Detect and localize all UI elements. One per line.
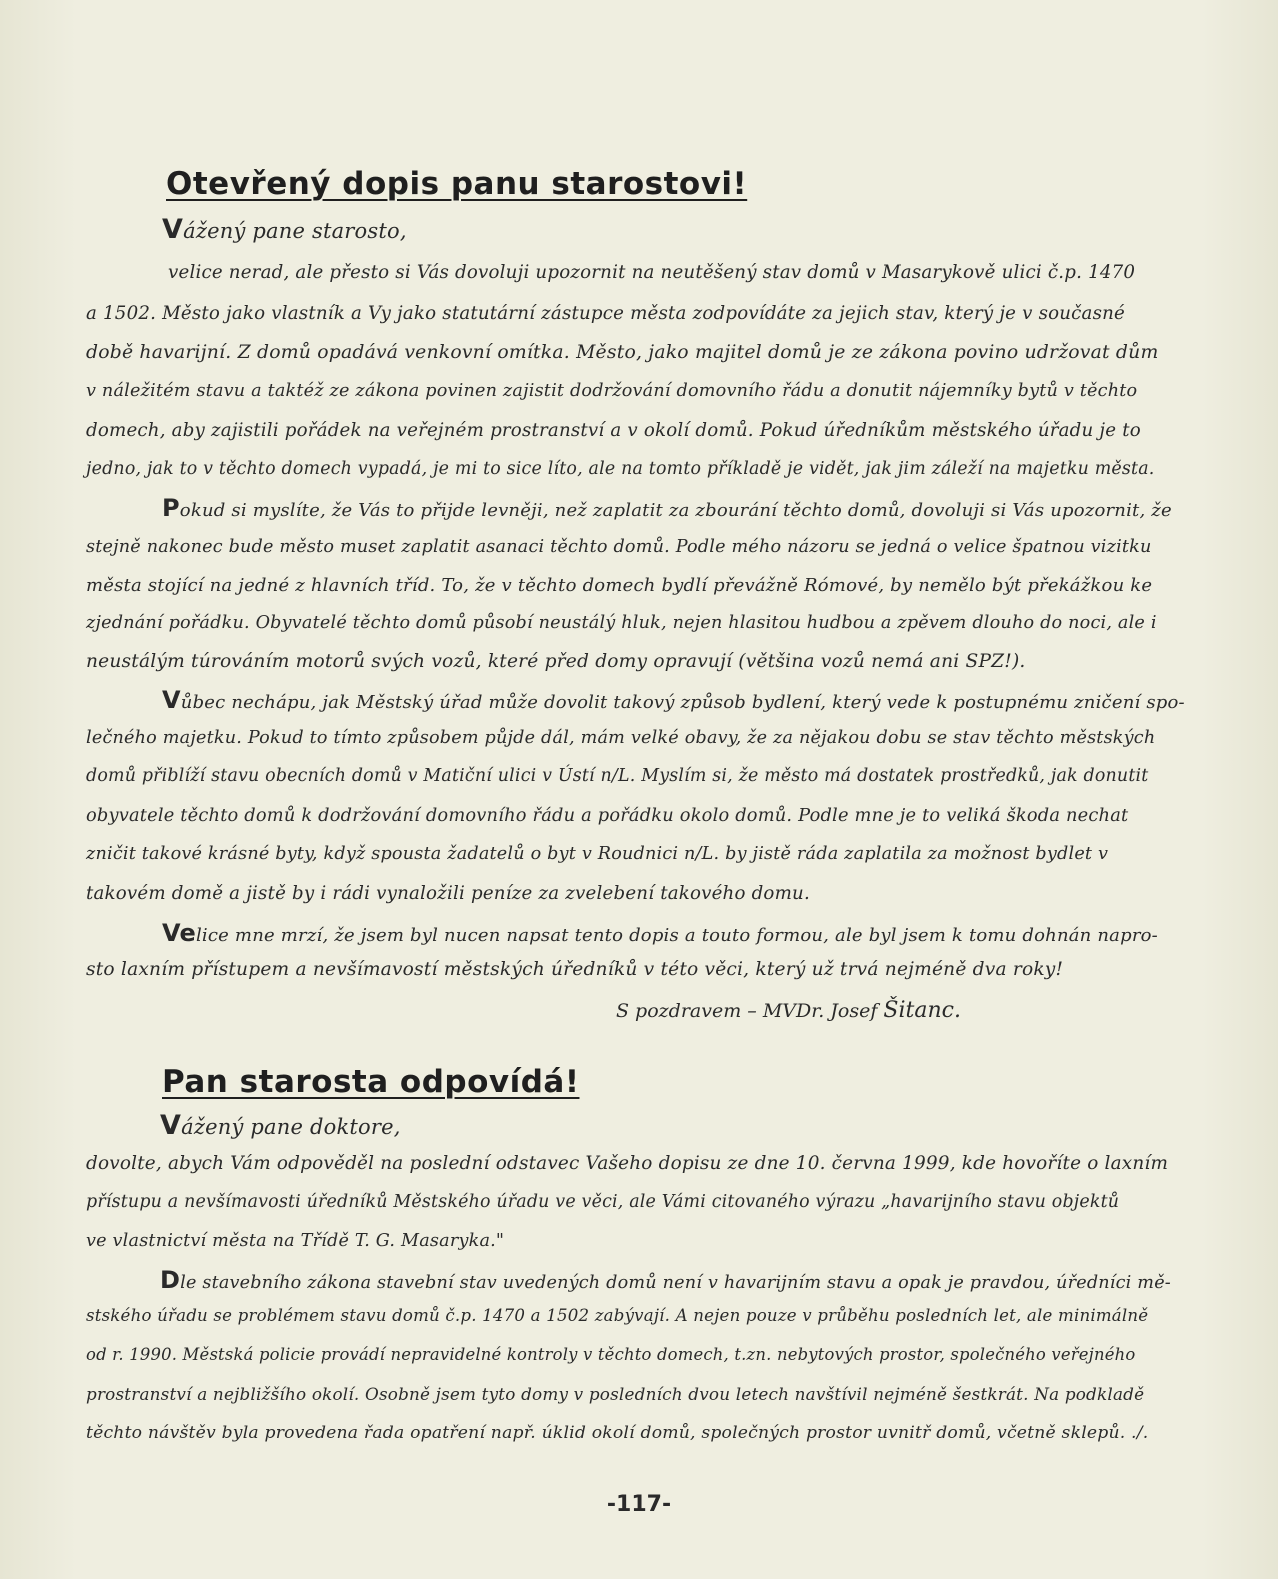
paragraph-initial: P bbox=[162, 494, 180, 522]
letter-line: lice mne mrzí, že jsem byl nucen napsat tento dopis a touto formou, ale byl jsem k tomu dohnán napro- bbox=[195, 925, 1158, 946]
paragraph-initial: Ve bbox=[162, 919, 196, 947]
letter-line: stejně nakonec bude město muset zaplatit asanaci těchto domů. Podle mého názoru se jedná o velice špatnou vizitku bbox=[86, 537, 1152, 557]
letter-paragraph-start bbox=[162, 919, 1158, 947]
paragraph-initial: V bbox=[162, 686, 181, 714]
reply-line: těchto návštěv byla provedena řada opatření např. úklid okolí domů, společných prostor uvnitř domů, včetně sklepů. ./. bbox=[86, 1423, 1149, 1443]
letter-line: takovém domě a jistě by i rádi vynaložili peníze za zvelebení takového domu. bbox=[86, 883, 810, 904]
letter-line: okud si myslíte, že Vás to přijde levněji, než zaplatit za zbourání těchto domů, dovoluji si Vás upozornit, že bbox=[179, 500, 1172, 521]
reply-line: od r. 1990. Městská policie provádí nepravidelné kontroly v těchto domech, t.zn. nebytových prostor, společného veřejného bbox=[86, 1345, 1136, 1364]
letter-line: města stojící na jedné z hlavních tříd. To, že v těchto domech bydlí převážně Rómové, by nemělo být překážkou ke bbox=[86, 575, 1153, 596]
letter-line: jedno, jak to v těchto domech vypadá, je mi to sice líto, ale na tomto příkladě je vidět, jak jim záleží na majetku města. bbox=[86, 459, 1155, 479]
letter-paragraph-start bbox=[162, 686, 1185, 714]
reply-line: dovolte, abych Vám odpověděl na poslední odstavec Vašeho dopisu ze dne 10. června 1999, kde hovoříte o laxním bbox=[86, 1153, 1169, 1174]
signature-prefix: S pozdravem – MVDr. Josef bbox=[616, 1000, 878, 1022]
letter-title: Otevřený dopis panu starostovi! bbox=[166, 166, 748, 202]
letter-line: v náležitém stavu a taktéž ze zákona povinen zajistit dodržování domovního řádu a donutit nájemníky bytů v těchto bbox=[86, 381, 1138, 401]
letter-line: ůbec nechápu, jak Městský úřad může dovolit takový způsob bydlení, který vede k postupnému zničení spo- bbox=[180, 692, 1185, 713]
letter-signature bbox=[616, 998, 961, 1023]
letter-line: zjednání pořádku. Obyvatelé těchto domů působí neustálý hluk, nejen hlasitou hudbou a zpěvem dlouho do noci, ale i bbox=[86, 613, 1157, 633]
reply-line: přístupu a nevšímavosti úředníků Městského úřadu ve věci, ale Vámi citovaného výrazu „havarijního stavu objektů bbox=[86, 1192, 1120, 1212]
letter-line: zničit takové krásné byty, když spousta žadatelů o byt v Roudnici n/L. by jistě ráda zaplatila za možnost bydlet v bbox=[86, 844, 1109, 864]
page-number: -117- bbox=[606, 1492, 672, 1517]
letter-line: velice nerad, ale přesto si Vás dovoluji upozornit na neutěšený stav domů v Masarykově ulici č.p. 1470 bbox=[168, 262, 1136, 283]
letter-line: domech, aby zajistili pořádek na veřejném prostranství a v okolí domů. Pokud úředníkům městského úřadu je to bbox=[86, 420, 1141, 441]
salutation-text: ážený pane starosto, bbox=[183, 219, 407, 243]
salutation-text: ážený pane doktore, bbox=[181, 1115, 401, 1139]
salutation-initial: V bbox=[160, 1110, 182, 1141]
reply-line: prostranství a nejbližšího okolí. Osobně jsem tyto domy v posledních dvou letech navštívil nejméně šestkrát. Na podkladě bbox=[86, 1384, 1145, 1404]
letter-line: neustálým túrováním motorů svých vozů, které před domy opravují (většina vozů nemá ani SPZ!). bbox=[86, 651, 1026, 672]
reply-title: Pan starosta odpovídá! bbox=[162, 1064, 580, 1100]
letter-line: lečného majetku. Pokud to tímto způsobem půjde dál, mám velké obavy, že za nějakou dobu se stav těchto městských bbox=[86, 728, 1156, 748]
paragraph-initial: D bbox=[160, 1266, 181, 1294]
signature-name: Šitanc. bbox=[883, 998, 961, 1023]
letter-line: době havarijní. Z domů opadává venkovní omítka. Město, jako majitel domů je ze zákona povino udržovat dům bbox=[86, 342, 1159, 363]
reply-line: ve vlastnictví města na Třídě T. G. Masaryka." bbox=[86, 1231, 505, 1251]
letter-salutation bbox=[162, 214, 407, 245]
letter-line: a 1502. Město jako vlastník a Vy jako statutární zástupce města zodpovídáte za jejich stav, který je v současné bbox=[86, 303, 1126, 324]
letter-line: obyvatele těchto domů k dodržování domovního řádu a pořádku okolo domů. Podle mne je to veliká škoda nechat bbox=[86, 805, 1129, 826]
reply-line: le stavebního zákona stavební stav uvedených domů není v havarijním stavu a opak je pravdou, úředníci mě- bbox=[180, 1273, 1171, 1293]
letter-line: domů přiblíží stavu obecních domů v Matiční ulici v Ústí n/L. Myslím si, že město má dostatek prostředků, jak donutit bbox=[86, 766, 1149, 786]
letter-paragraph-start bbox=[162, 494, 1172, 522]
reply-line: stského úřadu se problémem stavu domů č.p. 1470 a 1502 zabývají. A nejen pouze v průběhu posledních let, ale minimálně bbox=[86, 1306, 1149, 1325]
salutation-initial: V bbox=[162, 214, 184, 245]
reply-salutation bbox=[160, 1110, 401, 1141]
reply-paragraph-start bbox=[160, 1266, 1171, 1294]
letter-line: sto laxním přístupem a nevšímavostí městských úředníků v této věci, který už trvá nejméně dva roky! bbox=[86, 959, 1064, 980]
